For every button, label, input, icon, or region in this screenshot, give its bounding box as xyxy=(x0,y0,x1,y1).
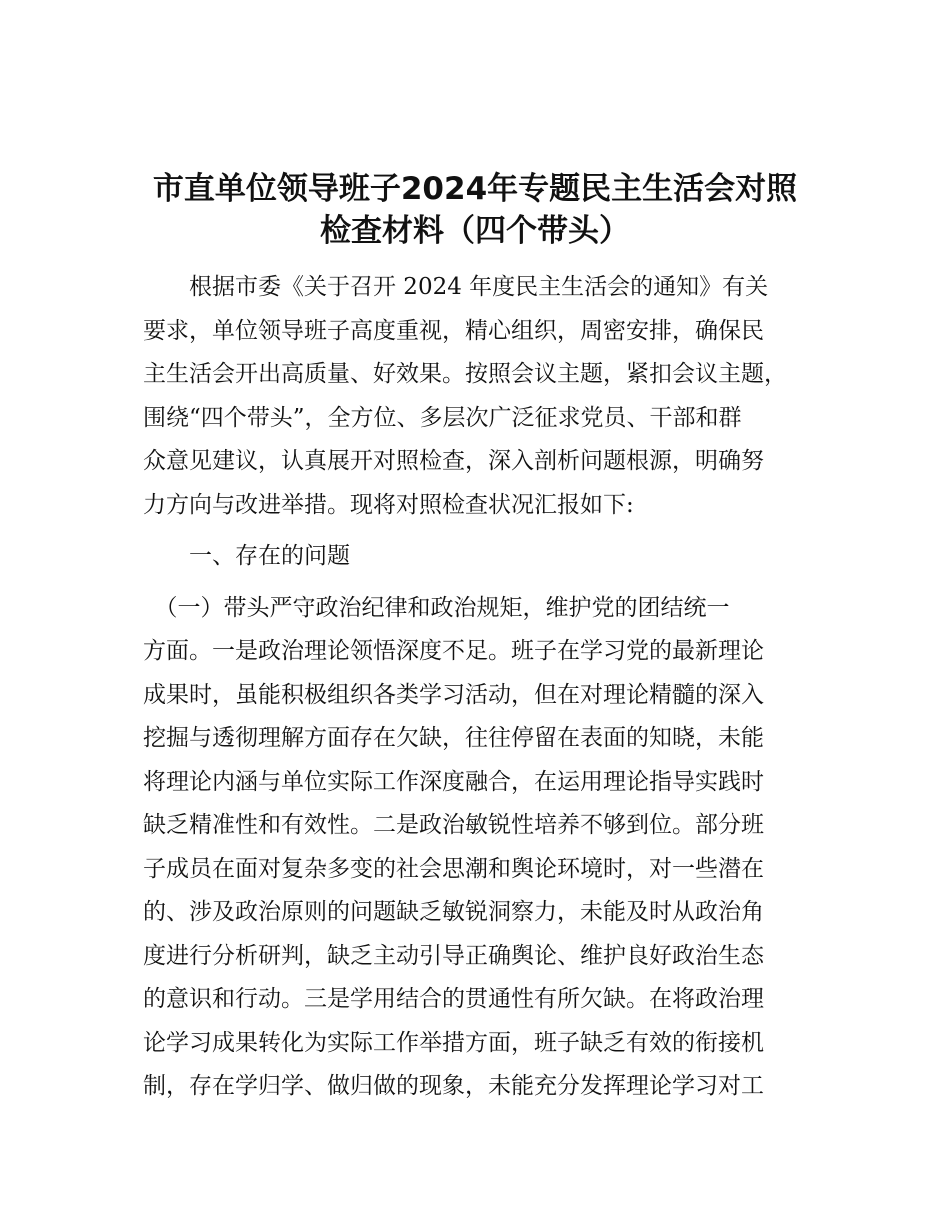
section1-line: （一）带头严守政治纪律和政治规矩，维护党的团结统一 xyxy=(143,594,730,621)
section1-line: 度进行分析研判，缺乏主动引导正确舆论、维护良好政治生态 xyxy=(143,942,764,969)
paragraph-gap xyxy=(143,527,823,535)
section1-line: 方面。一是政治理论领悟深度不足。班子在学习党的最新理论 xyxy=(143,638,764,664)
section1-line: 成果时，虽能积极组织各类学习活动，但在对理论精髓的深入 xyxy=(143,681,764,708)
document-body xyxy=(143,266,823,1109)
section1-line: 制，存在学归学、做归做的现象，未能充分发挥理论学习对工 xyxy=(143,1073,764,1099)
intro-line: 围绕“四个带头”，全方位、多层次广泛征求党员、干部和群 xyxy=(143,404,742,431)
intro-line: 主生活会开出高质量、好效果。按照会议主题，紧扣会议主题， xyxy=(143,361,787,387)
intro-line: 要求，单位领导班子高度重视，精心组织，周密安排，确保民 xyxy=(143,317,764,344)
intro-line: 根据市委《关于召开 2024 年度民主生活会的通知》有关 xyxy=(143,274,769,300)
title-line-2: 检查材料（四个带头） xyxy=(320,213,630,249)
section1-line: 的意识和行动。三是学用结合的贯通性有所欠缺。在将政治理 xyxy=(143,986,764,1012)
title-line-1: 市直单位领导班子2024年专题民主生活会对照 xyxy=(152,171,798,207)
section1-line: 挖掘与透彻理解方面存在欠缺，往往停留在表面的知晓，未能 xyxy=(143,725,764,751)
section1-line: 缺乏精准性和有效性。二是政治敏锐性培养不够到位。部分班 xyxy=(143,812,764,838)
section1-line: 子成员在面对复杂多变的社会思潮和舆论环境时，对一些潜在 xyxy=(143,855,764,882)
section-heading: 一、存在的问题 xyxy=(143,543,350,569)
intro-line: 力方向与改进举措。现将对照检查状况汇报如下: xyxy=(143,491,634,518)
section1-line: 将理论内涵与单位实际工作深度融合，在运用理论指导实践时 xyxy=(143,768,764,795)
paragraph-gap xyxy=(143,579,823,587)
section1-line: 的、涉及政治原则的问题缺乏敏锐洞察力，未能及时从政治角 xyxy=(143,899,764,925)
document-title xyxy=(100,168,850,252)
section1-line: 论学习成果转化为实际工作举措方面，班子缺乏有效的衔接机 xyxy=(143,1029,764,1056)
intro-line: 众意见建议，认真展开对照检查，深入剖析问题根源，明确努 xyxy=(143,448,764,474)
